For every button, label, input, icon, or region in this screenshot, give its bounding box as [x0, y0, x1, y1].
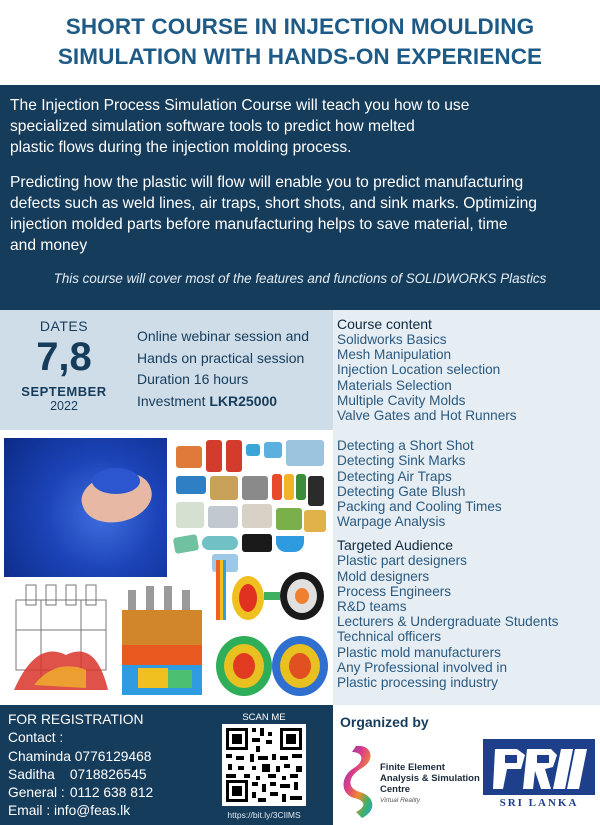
contact-phone[interactable]: 0112 638 812 — [69, 785, 154, 801]
dates-days: 7,8 — [36, 335, 92, 379]
contact-row — [8, 766, 153, 784]
list-item: Lecturers & Undergraduate Students — [337, 614, 559, 630]
list-item: Solidworks Basics — [337, 332, 447, 347]
product-shape — [284, 474, 294, 500]
product-shape — [304, 510, 326, 532]
product-shape — [308, 476, 324, 506]
email-label: Email : — [8, 803, 54, 819]
flyer-header — [0, 0, 600, 85]
organized-by-heading: Organized by — [340, 714, 429, 730]
feas-line-3: Centre — [380, 784, 411, 795]
course-content-list-a — [337, 332, 600, 423]
dates-block — [0, 318, 128, 413]
investment-label: Investment — [137, 392, 210, 409]
solidworks-note: This course will cover most of the features and functions of SOLIDWORKS Plastics — [53, 271, 547, 286]
list-item: R&D teams — [337, 599, 407, 615]
dates-month: SEPTEMBER — [21, 384, 107, 399]
pellet-pile — [92, 468, 140, 494]
intro-paragraph-1 — [10, 95, 590, 158]
product-shape — [272, 474, 282, 500]
info-line-2: Hands on practical session — [137, 349, 305, 366]
feas-line-2: Analysis & Simulation — [380, 773, 480, 784]
list-item: Plastic part designers — [337, 553, 467, 569]
list-item: Mold designers — [337, 568, 430, 584]
list-item: Mesh Manipulation — [337, 347, 452, 363]
pri-logo — [483, 739, 595, 811]
intro-p2-line3: injection molded parts before manufacturing helps to save material, time — [10, 216, 508, 233]
plastic-pellets-photo — [4, 438, 167, 577]
list-item: Materials Selection — [337, 377, 452, 393]
list-item: Warpage Analysis — [337, 514, 446, 530]
dates-label: DATES — [39, 318, 89, 334]
title-line-2: SIMULATION WITH HANDS-ON EXPERIENCE — [57, 44, 543, 69]
qr-code[interactable] — [222, 724, 306, 806]
feas-line-1: Finite Element — [380, 762, 445, 773]
contact-row — [8, 784, 153, 802]
product-shape — [276, 508, 302, 530]
product-shape — [296, 474, 306, 500]
intro-p2-line4: and money — [10, 237, 88, 254]
dates-strip — [0, 310, 333, 430]
scan-label: SCAN ME — [242, 712, 286, 723]
list-item: Detecting Air Traps — [337, 468, 452, 484]
product-shape — [210, 476, 238, 500]
intro-p1-line3: plastic flows during the injection molding process. — [10, 139, 352, 156]
intro-p1-line2: specialized simulation software tools to predict how melted — [10, 118, 415, 135]
session-info — [137, 326, 309, 412]
intro-section — [0, 85, 600, 310]
email-row — [8, 802, 153, 820]
product-shape — [246, 444, 260, 456]
list-item: Injection Location selection — [337, 362, 501, 378]
contact-phone[interactable]: 0718826545 — [69, 766, 147, 782]
title-line-1: SHORT COURSE IN INJECTION MOULDING — [65, 14, 535, 39]
list-item: Process Engineers — [337, 583, 452, 599]
qr-url[interactable]: https://bit.ly/3CIlMS — [227, 810, 301, 820]
investment-value: LKR25000 — [209, 392, 278, 409]
intro-paragraph-2 — [10, 172, 590, 256]
audience-heading: Targeted Audience — [337, 537, 453, 554]
plastic-products-photo — [172, 436, 330, 578]
product-shape — [226, 440, 242, 472]
list-item: Plastic mold manufacturers — [337, 644, 501, 660]
info-line-3: Duration 16 hours — [137, 371, 249, 387]
intro-p2-line1: Predicting how the plastic will flow will enable you to predict manufacturing — [10, 174, 524, 191]
product-shape — [173, 534, 199, 554]
course-content-list-b — [337, 438, 600, 529]
contact-name: Saditha — [8, 766, 55, 782]
feas-logo — [338, 740, 480, 822]
list-item: Valve Gates and Hot Runners — [337, 408, 517, 424]
contact-label: Contact : — [8, 730, 64, 746]
product-shape — [242, 476, 268, 500]
product-shape — [242, 504, 272, 528]
product-shape — [264, 442, 282, 458]
product-shape — [176, 476, 206, 494]
list-item: Packing and Cooling Times — [337, 499, 502, 515]
intro-p1-line1: The Injection Process Simulation Course will teach you how to use — [10, 97, 470, 114]
image-collage — [0, 430, 333, 705]
course-details-panel — [333, 310, 600, 705]
product-shape — [206, 440, 222, 472]
contact-row — [8, 748, 153, 766]
list-item: Technical officers — [337, 629, 442, 645]
intro-p2-line2: defects such as weld lines, air traps, short shots, and sink marks. Optimizing — [10, 195, 537, 212]
product-shape — [208, 506, 238, 528]
course-content-heading: Course content — [337, 316, 432, 332]
contact-phone[interactable]: 0776129468 — [74, 748, 152, 764]
email-link[interactable]: info@feas.lk — [54, 803, 131, 819]
feas-tagline: Virtual Reality — [380, 797, 420, 804]
registration-heading: FOR REGISTRATION — [8, 712, 144, 727]
mold-simulation-2 — [118, 580, 208, 700]
list-item: Detecting a Short Shot — [337, 438, 474, 454]
product-shape — [202, 536, 238, 550]
product-shape — [276, 536, 304, 552]
feas-name — [380, 762, 480, 806]
part-simulation-2 — [212, 630, 330, 702]
list-item: Detecting Sink Marks — [337, 453, 466, 469]
list-item: Multiple Cavity Molds — [337, 392, 466, 408]
list-item: Plastic processing industry — [337, 675, 498, 691]
mold-simulation-1 — [6, 580, 116, 700]
part-simulation-1 — [210, 560, 330, 630]
pri-label: SRI LANKA — [483, 795, 595, 811]
product-shape — [242, 534, 272, 552]
product-shape — [176, 446, 202, 468]
product-shape — [176, 502, 204, 528]
list-item: Detecting Gate Blush — [337, 483, 466, 499]
info-line-1: Online webinar session and — [137, 328, 309, 344]
contact-name: General : — [8, 785, 65, 801]
contact-name: Chaminda — [8, 748, 71, 764]
list-item: Any Professional involved in — [337, 659, 508, 675]
registration-block — [8, 711, 153, 821]
dates-year: 2022 — [50, 399, 78, 413]
investment-line — [137, 391, 309, 413]
product-shape — [286, 440, 324, 466]
audience-list — [337, 553, 600, 690]
